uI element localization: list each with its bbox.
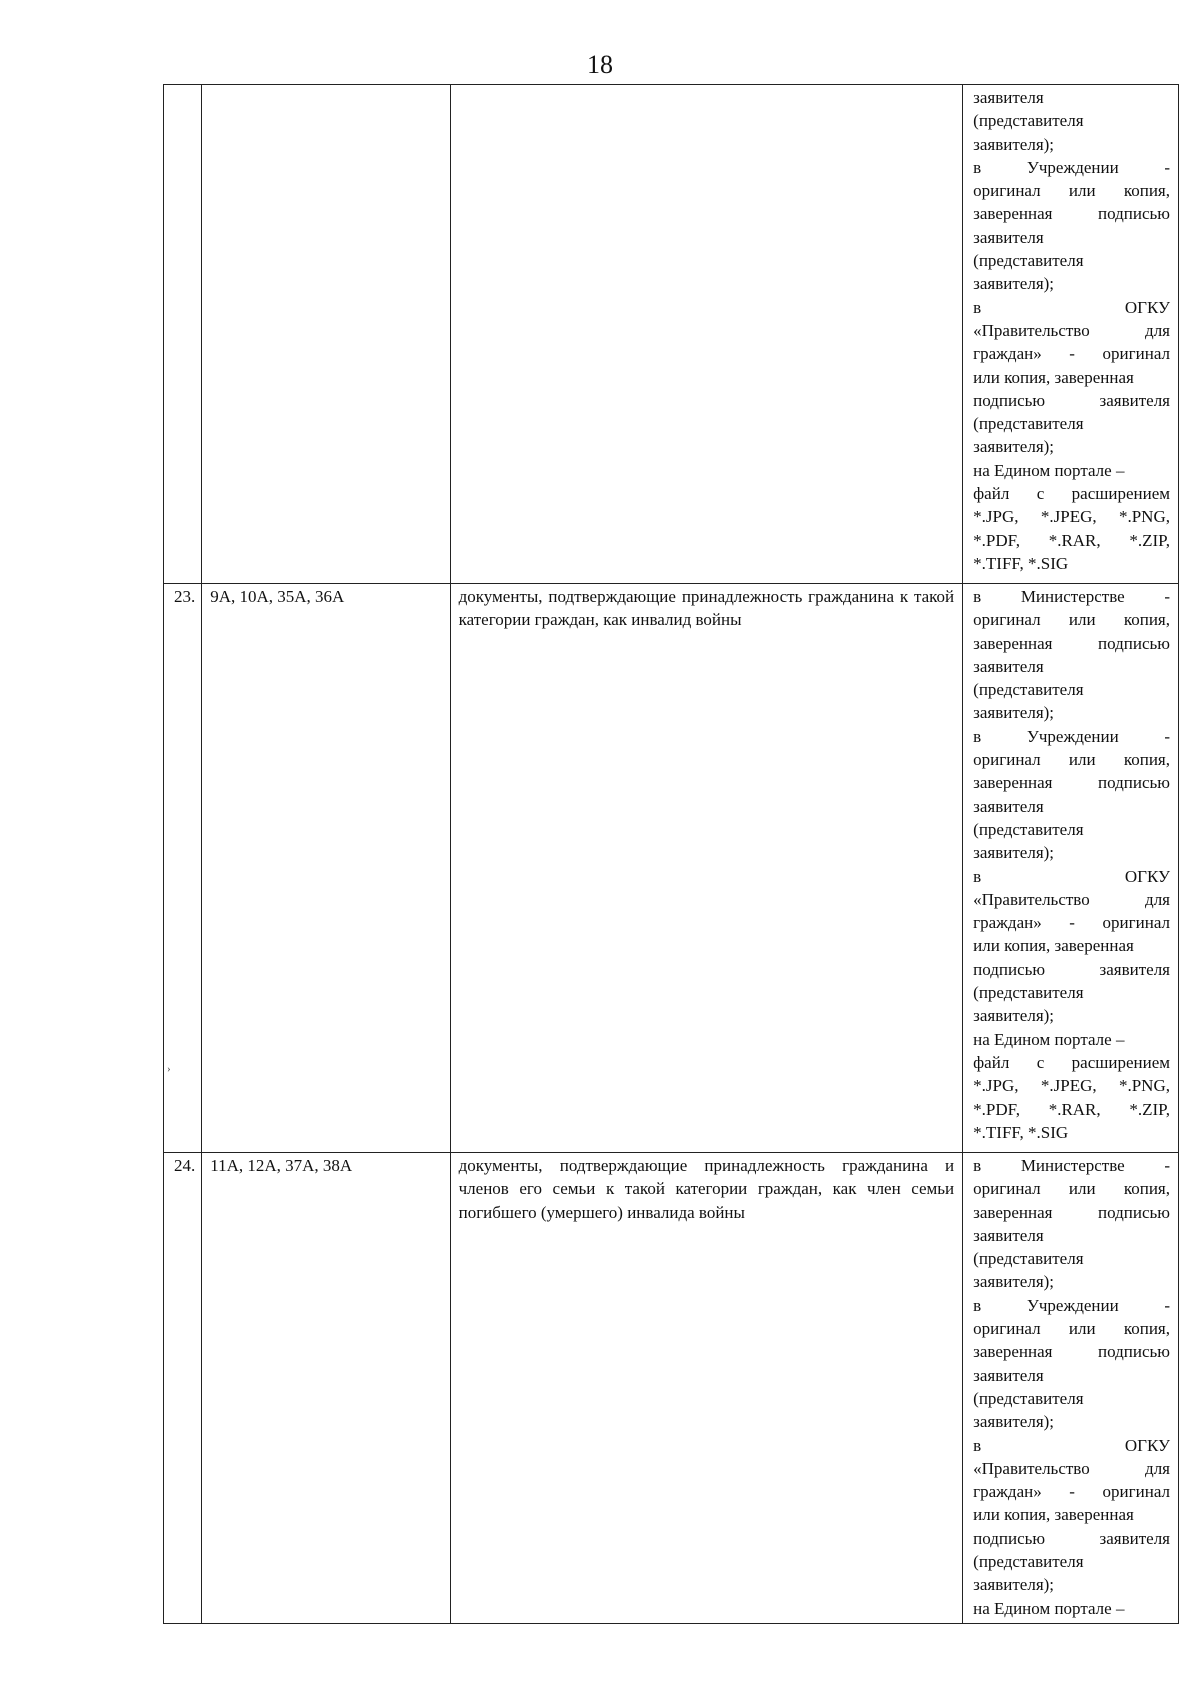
form-word: с <box>1036 484 1045 504</box>
form-word: *.RAR, <box>1048 1099 1101 1119</box>
form-word: Министерстве <box>1020 1156 1125 1175</box>
submission-form-cell <box>963 584 1179 1153</box>
form-line <box>973 156 1170 179</box>
form-word: - <box>1069 1482 1075 1502</box>
row-number-cell: 23. <box>164 584 202 1153</box>
form-line <box>973 1154 1170 1177</box>
form-line <box>973 389 1170 412</box>
form-line: заявителя); <box>973 1006 1055 1026</box>
form-line: или копия, заверенная <box>973 367 1134 387</box>
form-word: расширением <box>1071 1052 1170 1072</box>
form-word: или <box>1068 1319 1096 1339</box>
form-word: подписью <box>1098 633 1170 653</box>
form-line: заявителя <box>973 227 1044 247</box>
form-word: с <box>1036 1052 1045 1072</box>
form-line <box>973 505 1170 528</box>
form-line: на Едином портале – <box>973 1598 1125 1618</box>
form-line <box>973 632 1170 655</box>
form-line: (представителя <box>973 1249 1084 1269</box>
form-word: - <box>1069 344 1075 364</box>
form-word: заявителя <box>1099 959 1170 979</box>
form-word: «Правительство <box>973 1458 1090 1478</box>
form-word: в <box>973 297 982 317</box>
form-word: подписью <box>973 390 1046 410</box>
form-word: для <box>1145 1458 1170 1478</box>
table-row <box>164 1153 1179 1624</box>
form-line: (представителя <box>973 251 1084 271</box>
form-line <box>973 202 1170 225</box>
form-word: граждан» <box>973 1482 1042 1502</box>
form-line: (представителя <box>973 1552 1084 1572</box>
form-word: *.JPEG, <box>1040 1076 1097 1096</box>
row-number-cell: 24. <box>164 1153 202 1624</box>
form-word: ОГКУ <box>1124 297 1170 317</box>
form-line <box>973 958 1170 981</box>
form-line: (представителя <box>973 983 1084 1003</box>
form-word: *.RAR, <box>1048 530 1101 550</box>
form-word: - <box>1164 1295 1170 1315</box>
form-word: - <box>1164 726 1170 746</box>
form-line: заявителя); <box>973 843 1055 863</box>
form-line: (представителя <box>973 414 1084 434</box>
form-word: подписью <box>973 1528 1046 1548</box>
table-row <box>164 85 1179 584</box>
form-word: *.JPG, <box>973 1076 1019 1096</box>
form-line <box>973 1340 1170 1363</box>
form-word: Учреждении <box>1026 726 1119 746</box>
form-line: заявителя); <box>973 134 1055 154</box>
form-word: оригинал <box>973 1179 1041 1199</box>
form-line: заявителя); <box>973 437 1055 457</box>
form-word: - <box>1164 587 1170 606</box>
form-word: заверенная <box>973 1342 1053 1362</box>
form-word: подписью <box>1098 773 1170 793</box>
form-line: заявителя <box>973 796 1044 816</box>
page-number: 18 <box>587 50 613 79</box>
form-line <box>973 1201 1170 1224</box>
form-word: для <box>1145 889 1170 909</box>
form-word: расширением <box>1071 484 1170 504</box>
form-line: (представителя <box>973 1388 1084 1408</box>
form-word: оригинал <box>1102 913 1170 933</box>
form-word: заявителя <box>1099 1528 1170 1548</box>
form-word: файл <box>973 1052 1010 1072</box>
form-word: *.JPEG, <box>1040 507 1097 527</box>
form-line: или копия, заверенная <box>973 936 1134 956</box>
form-word: заверенная <box>973 204 1053 224</box>
form-word: подписью <box>973 959 1046 979</box>
form-word: «Правительство <box>973 320 1090 340</box>
table-body <box>164 85 1179 1624</box>
form-line: заявителя <box>973 1225 1044 1245</box>
form-word: подписью <box>1098 1342 1170 1362</box>
form-word: заявителя <box>1099 390 1170 410</box>
form-line <box>973 1098 1170 1121</box>
form-line: заявителя <box>973 656 1044 676</box>
form-word: копия, <box>1123 610 1170 630</box>
row-number-cell <box>164 85 202 584</box>
form-line: заявителя <box>973 1365 1044 1385</box>
form-word: в <box>973 1156 982 1175</box>
form-word: ОГКУ <box>1124 1435 1170 1455</box>
form-line <box>973 1480 1170 1503</box>
form-word: - <box>1164 1156 1170 1175</box>
field-codes-cell: 9А, 10А, 35А, 36А <box>202 584 450 1153</box>
form-word: копия, <box>1123 1319 1170 1339</box>
submission-form-cell <box>963 1153 1179 1624</box>
form-word: *.ZIP, <box>1129 1099 1170 1119</box>
form-line <box>973 342 1170 365</box>
form-line: (представителя <box>973 111 1084 131</box>
form-line <box>973 482 1170 505</box>
form-line: на Едином портале – <box>973 460 1125 480</box>
form-word: *.JPG, <box>973 507 1019 527</box>
form-word: оригинал <box>1102 1482 1170 1502</box>
form-line <box>973 865 1170 888</box>
form-line <box>973 911 1170 934</box>
form-word: копия, <box>1123 750 1170 770</box>
form-word: оригинал <box>1102 344 1170 364</box>
form-line <box>973 1434 1170 1457</box>
form-word: или <box>1068 610 1096 630</box>
form-line: на Едином портале – <box>973 1029 1125 1049</box>
form-line <box>973 608 1170 631</box>
form-line <box>973 1294 1170 1317</box>
form-line: заявителя); <box>973 1575 1055 1595</box>
form-word: оригинал <box>973 750 1041 770</box>
document-description-cell: документы, подтверждающие принадлежность гражданина и членов его семьи к такой категории граждан, как член семьи погибшего (умершего) инвалида войны <box>450 1153 963 1624</box>
form-line <box>973 1177 1170 1200</box>
form-word: копия, <box>1123 1179 1170 1199</box>
form-line <box>973 319 1170 342</box>
form-word: оригинал <box>973 1319 1041 1339</box>
form-word: в <box>973 587 982 606</box>
form-line <box>973 1457 1170 1480</box>
form-line <box>973 1317 1170 1340</box>
field-codes-cell: 11А, 12А, 37А, 38А <box>202 1153 450 1624</box>
form-word: в <box>973 1295 982 1315</box>
form-line <box>973 296 1170 319</box>
form-word: подписью <box>1098 204 1170 224</box>
form-line: заявителя); <box>973 1412 1055 1432</box>
form-line: *.TIFF, *.SIG <box>973 553 1069 573</box>
form-line: (представителя <box>973 680 1084 700</box>
form-word: граждан» <box>973 344 1042 364</box>
form-word: *.PDF, <box>973 1099 1020 1119</box>
form-word: в <box>973 726 982 746</box>
form-word: - <box>1164 157 1170 177</box>
form-line <box>973 888 1170 911</box>
form-line <box>973 748 1170 771</box>
form-word: Министерстве <box>1020 587 1125 606</box>
form-word: *.PNG, <box>1118 507 1170 527</box>
form-word: заверенная <box>973 633 1053 653</box>
document-description-cell <box>450 85 963 584</box>
form-word: *.PNG, <box>1118 1076 1170 1096</box>
form-line: заявителя <box>973 88 1044 107</box>
document-description-cell: документы, подтверждающие принадлежность гражданина к такой категории граждан, как инвалид войны <box>450 584 963 1153</box>
form-line: заявителя); <box>973 1272 1055 1292</box>
form-word: в <box>973 1435 982 1455</box>
form-word: подписью <box>1098 1202 1170 1222</box>
form-line <box>973 1051 1170 1074</box>
form-word: или <box>1068 181 1096 201</box>
form-line <box>973 1527 1170 1550</box>
form-word: или <box>1068 1179 1096 1199</box>
form-word: копия, <box>1123 181 1170 201</box>
form-line <box>973 585 1170 608</box>
form-line: (представителя <box>973 819 1084 839</box>
form-line <box>973 529 1170 552</box>
form-word: Учреждении <box>1026 1295 1119 1315</box>
field-codes-cell <box>202 85 450 584</box>
form-line: заявителя); <box>973 274 1055 294</box>
form-word: заверенная <box>973 1202 1053 1222</box>
form-word: оригинал <box>973 610 1041 630</box>
form-line <box>973 179 1170 202</box>
form-line <box>973 771 1170 794</box>
form-line <box>973 725 1170 748</box>
form-word: файл <box>973 484 1010 504</box>
form-word: «Правительство <box>973 889 1090 909</box>
form-word: в <box>973 866 982 886</box>
form-word: - <box>1069 913 1075 933</box>
form-word: заверенная <box>973 773 1053 793</box>
form-word: для <box>1145 320 1170 340</box>
table-row <box>164 584 1179 1153</box>
form-word: граждан» <box>973 913 1042 933</box>
form-word: Учреждении <box>1026 157 1119 177</box>
form-line <box>973 1074 1170 1097</box>
document-table <box>163 84 1179 1624</box>
form-line: *.TIFF, *.SIG <box>973 1122 1069 1142</box>
form-line: заявителя); <box>973 703 1055 723</box>
form-word: *.ZIP, <box>1129 530 1170 550</box>
form-word: оригинал <box>973 181 1041 201</box>
form-word: или <box>1068 750 1096 770</box>
form-line: или копия, заверенная <box>973 1505 1134 1525</box>
submission-form-cell <box>963 85 1179 584</box>
form-word: ОГКУ <box>1124 866 1170 886</box>
scan-artifact-mark: › <box>167 1063 171 1075</box>
form-word: в <box>973 157 982 177</box>
form-word: *.PDF, <box>973 530 1020 550</box>
